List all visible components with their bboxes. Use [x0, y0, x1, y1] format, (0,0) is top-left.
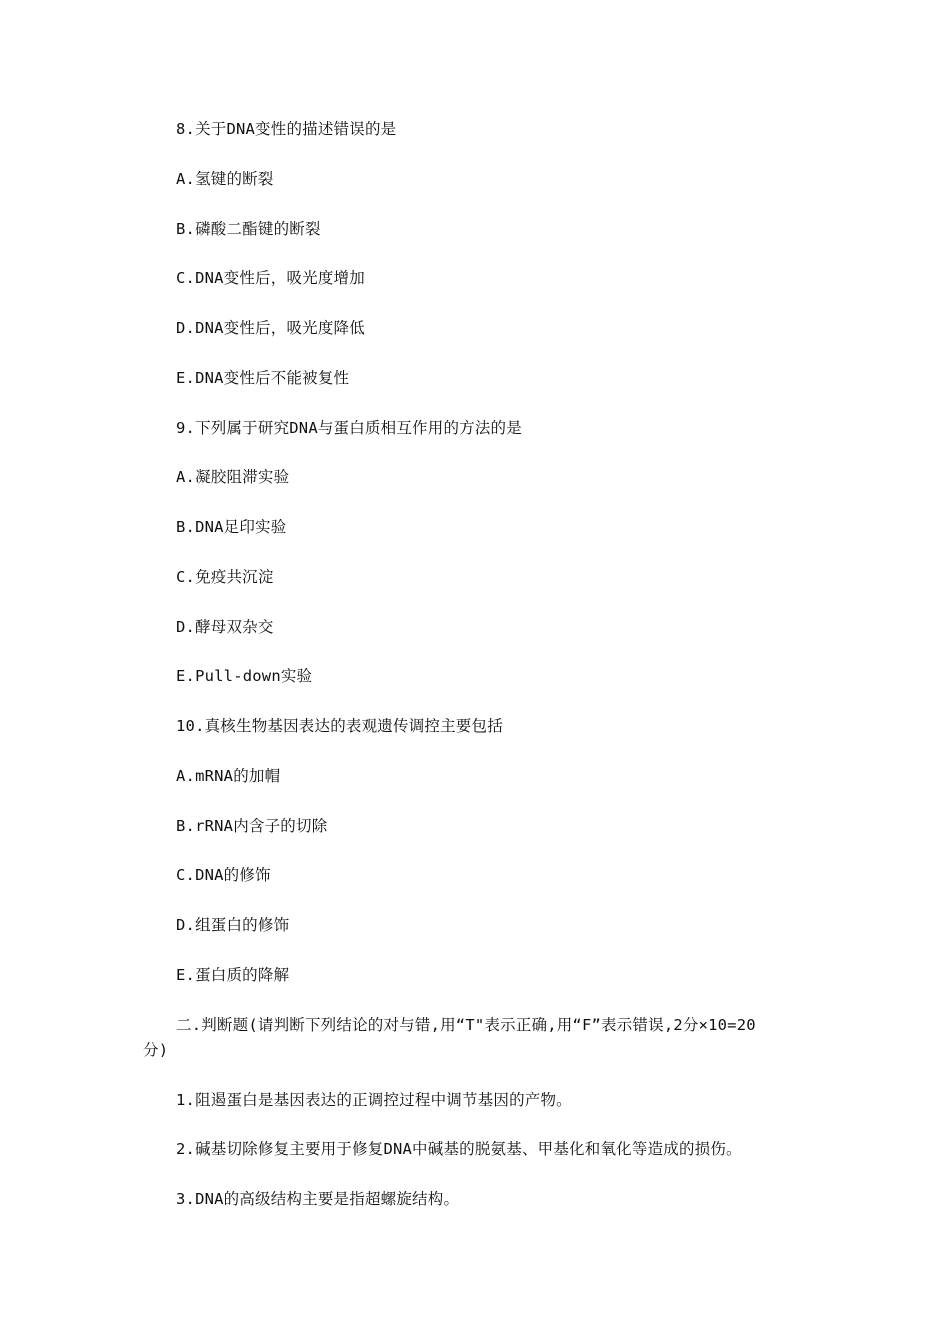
question-9-option-d: D.酵母双杂交 — [176, 618, 274, 636]
section-2-heading-continued: 分) — [143, 1041, 169, 1059]
question-8-option-a: A.氢键的断裂 — [176, 170, 274, 188]
judgment-item-1: 1.阻遏蛋白是基因表达的正调控过程中调节基因的产物。 — [176, 1091, 572, 1109]
question-8-option-e: E.DNA变性后不能被复性 — [176, 369, 350, 387]
question-9-option-c: C.免疫共沉淀 — [176, 568, 274, 586]
question-10-stem: 10.真核生物基因表达的表观遗传调控主要包括 — [176, 717, 503, 735]
question-8-option-b: B.磷酸二酯键的断裂 — [176, 220, 321, 238]
question-10-option-c: C.DNA的修饰 — [176, 866, 271, 884]
section-2-heading: 二.判断题(请判断下列结论的对与错,用“T"表示正确,用“F”表示错误,2分×10=20 — [176, 1016, 756, 1034]
judgment-item-2: 2.碱基切除修复主要用于修复DNA中碱基的脱氨基、甲基化和氧化等造成的损伤。 — [176, 1140, 742, 1158]
question-9-option-e: E.Pull-down实验 — [176, 667, 313, 685]
question-9-option-b: B.DNA足印实验 — [176, 518, 287, 536]
question-9-option-a: A.凝胶阻滞实验 — [176, 468, 290, 486]
judgment-item-3: 3.DNA的高级结构主要是指超螺旋结构。 — [176, 1190, 460, 1208]
question-10-option-b: B.rRNA内含子的切除 — [176, 817, 328, 835]
question-8-option-c: C.DNA变性后，吸光度增加 — [176, 269, 365, 287]
question-10-option-d: D.组蛋白的修饰 — [176, 916, 290, 934]
question-8-stem: 8.关于DNA变性的描述错误的是 — [176, 120, 397, 138]
question-8-option-d: D.DNA变性后，吸光度降低 — [176, 319, 365, 337]
question-9-stem: 9.下列属于研究DNA与蛋白质相互作用的方法的是 — [176, 419, 522, 437]
question-10-option-a: A.mRNA的加帽 — [176, 767, 281, 785]
question-10-option-e: E.蛋白质的降解 — [176, 966, 290, 984]
